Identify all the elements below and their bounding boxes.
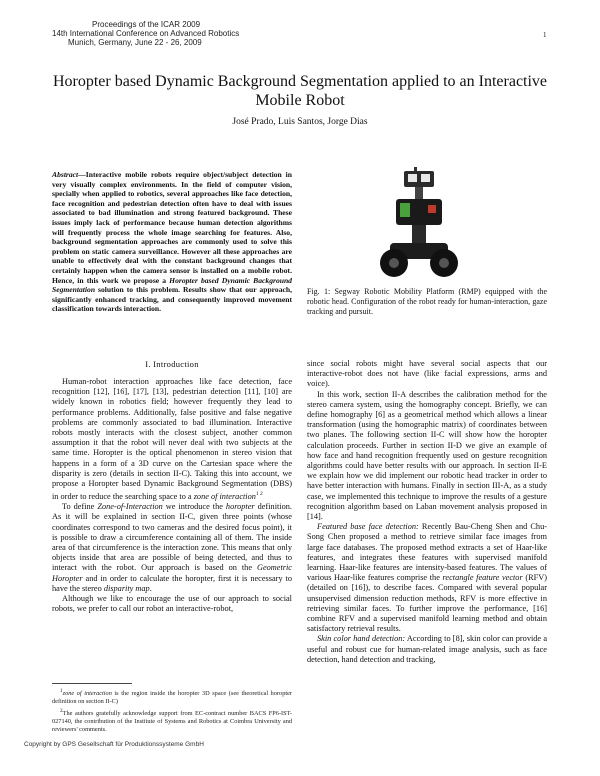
intro-p2-em2: horopter [225, 502, 255, 512]
intro-p1-em: zone of interaction [193, 492, 256, 501]
right-paragraph-3 [307, 634, 547, 665]
title-line-2: Mobile Robot [255, 92, 345, 109]
header-line-2: 14th International Conference on Advanced Robotics [52, 29, 240, 38]
robot-red-panel [428, 205, 436, 213]
robot-right-camera [421, 174, 430, 182]
header-line-1: Proceedings of the ICAR 2009 [92, 20, 201, 29]
abstract-em-term: Horopter based Dynamic Background Segmentation [52, 275, 292, 295]
intro-p1-sup: 1 2 [255, 491, 263, 498]
intro-paragraph-2: To define Zone-of-Interaction we introduce the horopter definition. As it will be explained in section II-C, given three points (whose coordinates correspond to two cameras and the desired focus point), it is possible to draw a circumference containing all of them. The inside area of that circumference is the interaction zone. This means that only objects inside that area are possible of being detected, and thus to interact with the robot. Our approach is based on the Geometric Horopter and in order to calculate the horopter, first it is necessary to have the stereo disparity map. [52, 502, 292, 593]
intro-paragraph-3: Although we like to encourage the use of our approach to social robots, we prefer to call our robot an interactive-robot, [52, 594, 292, 614]
paper-title [40, 72, 560, 110]
intro-p2-em3: Geometric Horopter [52, 563, 292, 583]
abstract-text-end: solution to this problem. Results show that our approach, significantly enhanced tracking, and consequently improved movement classification towards interaction. [52, 285, 292, 314]
hand-detection-heading: Skin color hand detection: [317, 634, 406, 644]
title-line-1: Horopter based Dynamic Background Segmentation applied to an Interactive [52, 73, 548, 90]
right-paragraph-0: since social robots might have several social aspects that our interactive-robot does not have (like facial expressions, arms and voice). [307, 359, 547, 389]
intro-p2-em: Zone-of-Interaction [97, 502, 163, 512]
robot-column [412, 225, 426, 245]
intro-p2-start: To define [62, 502, 98, 512]
intro-p2-em4: disparity map [103, 583, 150, 593]
authors: José Prado, Luis Santos, Jorge Dias [232, 117, 368, 127]
right-p2-em: rectangle feature vector [442, 573, 523, 583]
intro-paragraph-1 [52, 377, 292, 502]
robot-right-hub [439, 258, 449, 268]
right-paragraph-1: In this work, section II-A describes the calibration method for the stereo camera system, using the homography concept. Briefly, we can define homography [6] as a geometrical method which allows a linear transformation (using the homographic matrix) of coordinates between two planes. The following section II-C will show how the horopter calculation proceeds. Further in section II-D we give an example of how face and hand recognition frequently used on gesture recognition algorithms could have better results with our approach. In section II-E we explain how we did implement our robotic head tracker in order to have better interaction with humans. Finally in section III-A, as a study case, we implemented this technique to improve the results of a gesture recognition algorithm based on Laban movement analysis proposed in [14]. [307, 389, 547, 522]
figure-caption: Fig. 1: Segway Robotic Mobility Platform (RMP) equipped with the robotic head. Configuration of the robot ready for human-interaction, gaze tracking and pursuit. [307, 287, 547, 316]
copyright: Copyright by GPS Gesellschaft für Produktionssysteme GmbH [24, 741, 204, 748]
intro-p1-text: Human-robot interaction approaches like face detection, face recognition [12], [16], [17], [13], pedestrian detection [11], [10] are widely known in robotics field; however frequently they lead to performance problems. Additionally, false positive and false negative problems are commonly associated to bad illumination. Interactive robots mostly interacts with the closest subject, another common assumption it that the robot will never deal with two subjects at the same time. Horopter is the optical phenomenon in stereo vision that happens in a form of a 3D curve on the Cartesian space where the disparity is zero (details in section II-C). Taking this into account, we propose a Horopter based Dynamic Background Segmentation (DBS) in order to reduce the searching space to a [52, 377, 292, 501]
right-column [307, 359, 547, 665]
proceedings-header [52, 20, 240, 47]
abstract-text: —Interactive mobile robots require object/subject detection in very visually complex environments. In the field of computer vision, specially when applied to robotics, several approaches like face detection, face recognition and pedestrian detection often have to deal with issues associated to bad illumination and strong featured background. These issues imply lack of performance because human detection algorithms will frequently process the whole image searching for features. Also, background segmentation approaches are commonly used to solve this problem on static camera surveillance. However all these approaches are unable to effectively deal with the constant background changes that certainly happen when the camera sensor is installed on a mobile robot. Hence, in this work we propose a [52, 170, 292, 285]
right-p2-end: (RFV) (detailed on [16]), to describe faces. Compared with several popular unsupervised dimension reduction methods, RFV is more effective in retrieving similar faces. To further improve the performance, [16] combine RFV and a supervised manifold learning method and obtain satisfactory retrieval results. [307, 573, 547, 634]
abstract-label: Abstract [52, 170, 79, 179]
robot-green-panel [400, 203, 410, 217]
robot-figure [360, 165, 478, 281]
intro-p2-text2: and in order to calculate the horopter, first it is necessary to have the stereo [52, 573, 292, 593]
page-number: 1 [543, 31, 547, 39]
robot-left-camera [408, 174, 417, 182]
footnote-rule [52, 683, 132, 684]
right-p3-text: According to [8], skin color can provide a useful and robust cue for human-related image analysis, such as face detection, hand detection and tracking, [307, 634, 547, 664]
left-column [52, 377, 292, 614]
right-paragraph-2 [307, 522, 547, 634]
right-p2-text: Recently Bau-Cheng Shen and Chu-Song Chen proposed a method to retrieve similar face images from large face databases. The proposed method extracts a set of Haar-like features, and integrates these features with supervised manifold learning. Haar-like features are intensity-based features. The values of various Haar-like features comprise the [307, 522, 547, 583]
footnote-2: $^2$The authors gratefully acknowledge support from EC-contract number BACS FP6-IST-027140, the contribution of the Institute of Systems and Robotics at Coimbra University and reviewers' comments. [52, 708, 292, 734]
footnotes [52, 687, 292, 735]
footnote-1-text: is the region inside the horopter 3D space (see theoretical horopter definition on section II-C) [52, 690, 292, 706]
section-heading-introduction: I. Introduction [145, 359, 199, 369]
intro-p2-text: definition. As it will be explained in section II-C, given three points (whose coordinates correspond to two cameras and the desired focus point), it is possible to draw a circumference containing all of them. The inside area of that circumference is the interaction zone. This means that only objects inside that area are possible of being detected, and thus to interact with the robot. Our approach is based on the [52, 502, 292, 573]
robot-left-hub [389, 258, 399, 268]
footnote-1-em: zone of interaction [62, 690, 112, 698]
intro-p2-mid: we introduce the [162, 502, 226, 512]
footnote-1: $^1$zone of interaction is the region inside the horopter 3D space (see theoretical horopter definition on section II-C) [52, 688, 292, 706]
face-detection-heading: Featured base face detection: [317, 522, 419, 532]
robot-neck [415, 187, 423, 201]
abstract [52, 170, 292, 314]
header-line-3: Munich, Germany, June 22 - 26, 2009 [68, 38, 202, 47]
footnote-2-text: The authors gratefully acknowledge support from EC-contract number BACS FP6-IST-027140, the contribution of the Institute of Systems and Robotics at Coimbra University and reviewers' comments. [52, 710, 292, 734]
